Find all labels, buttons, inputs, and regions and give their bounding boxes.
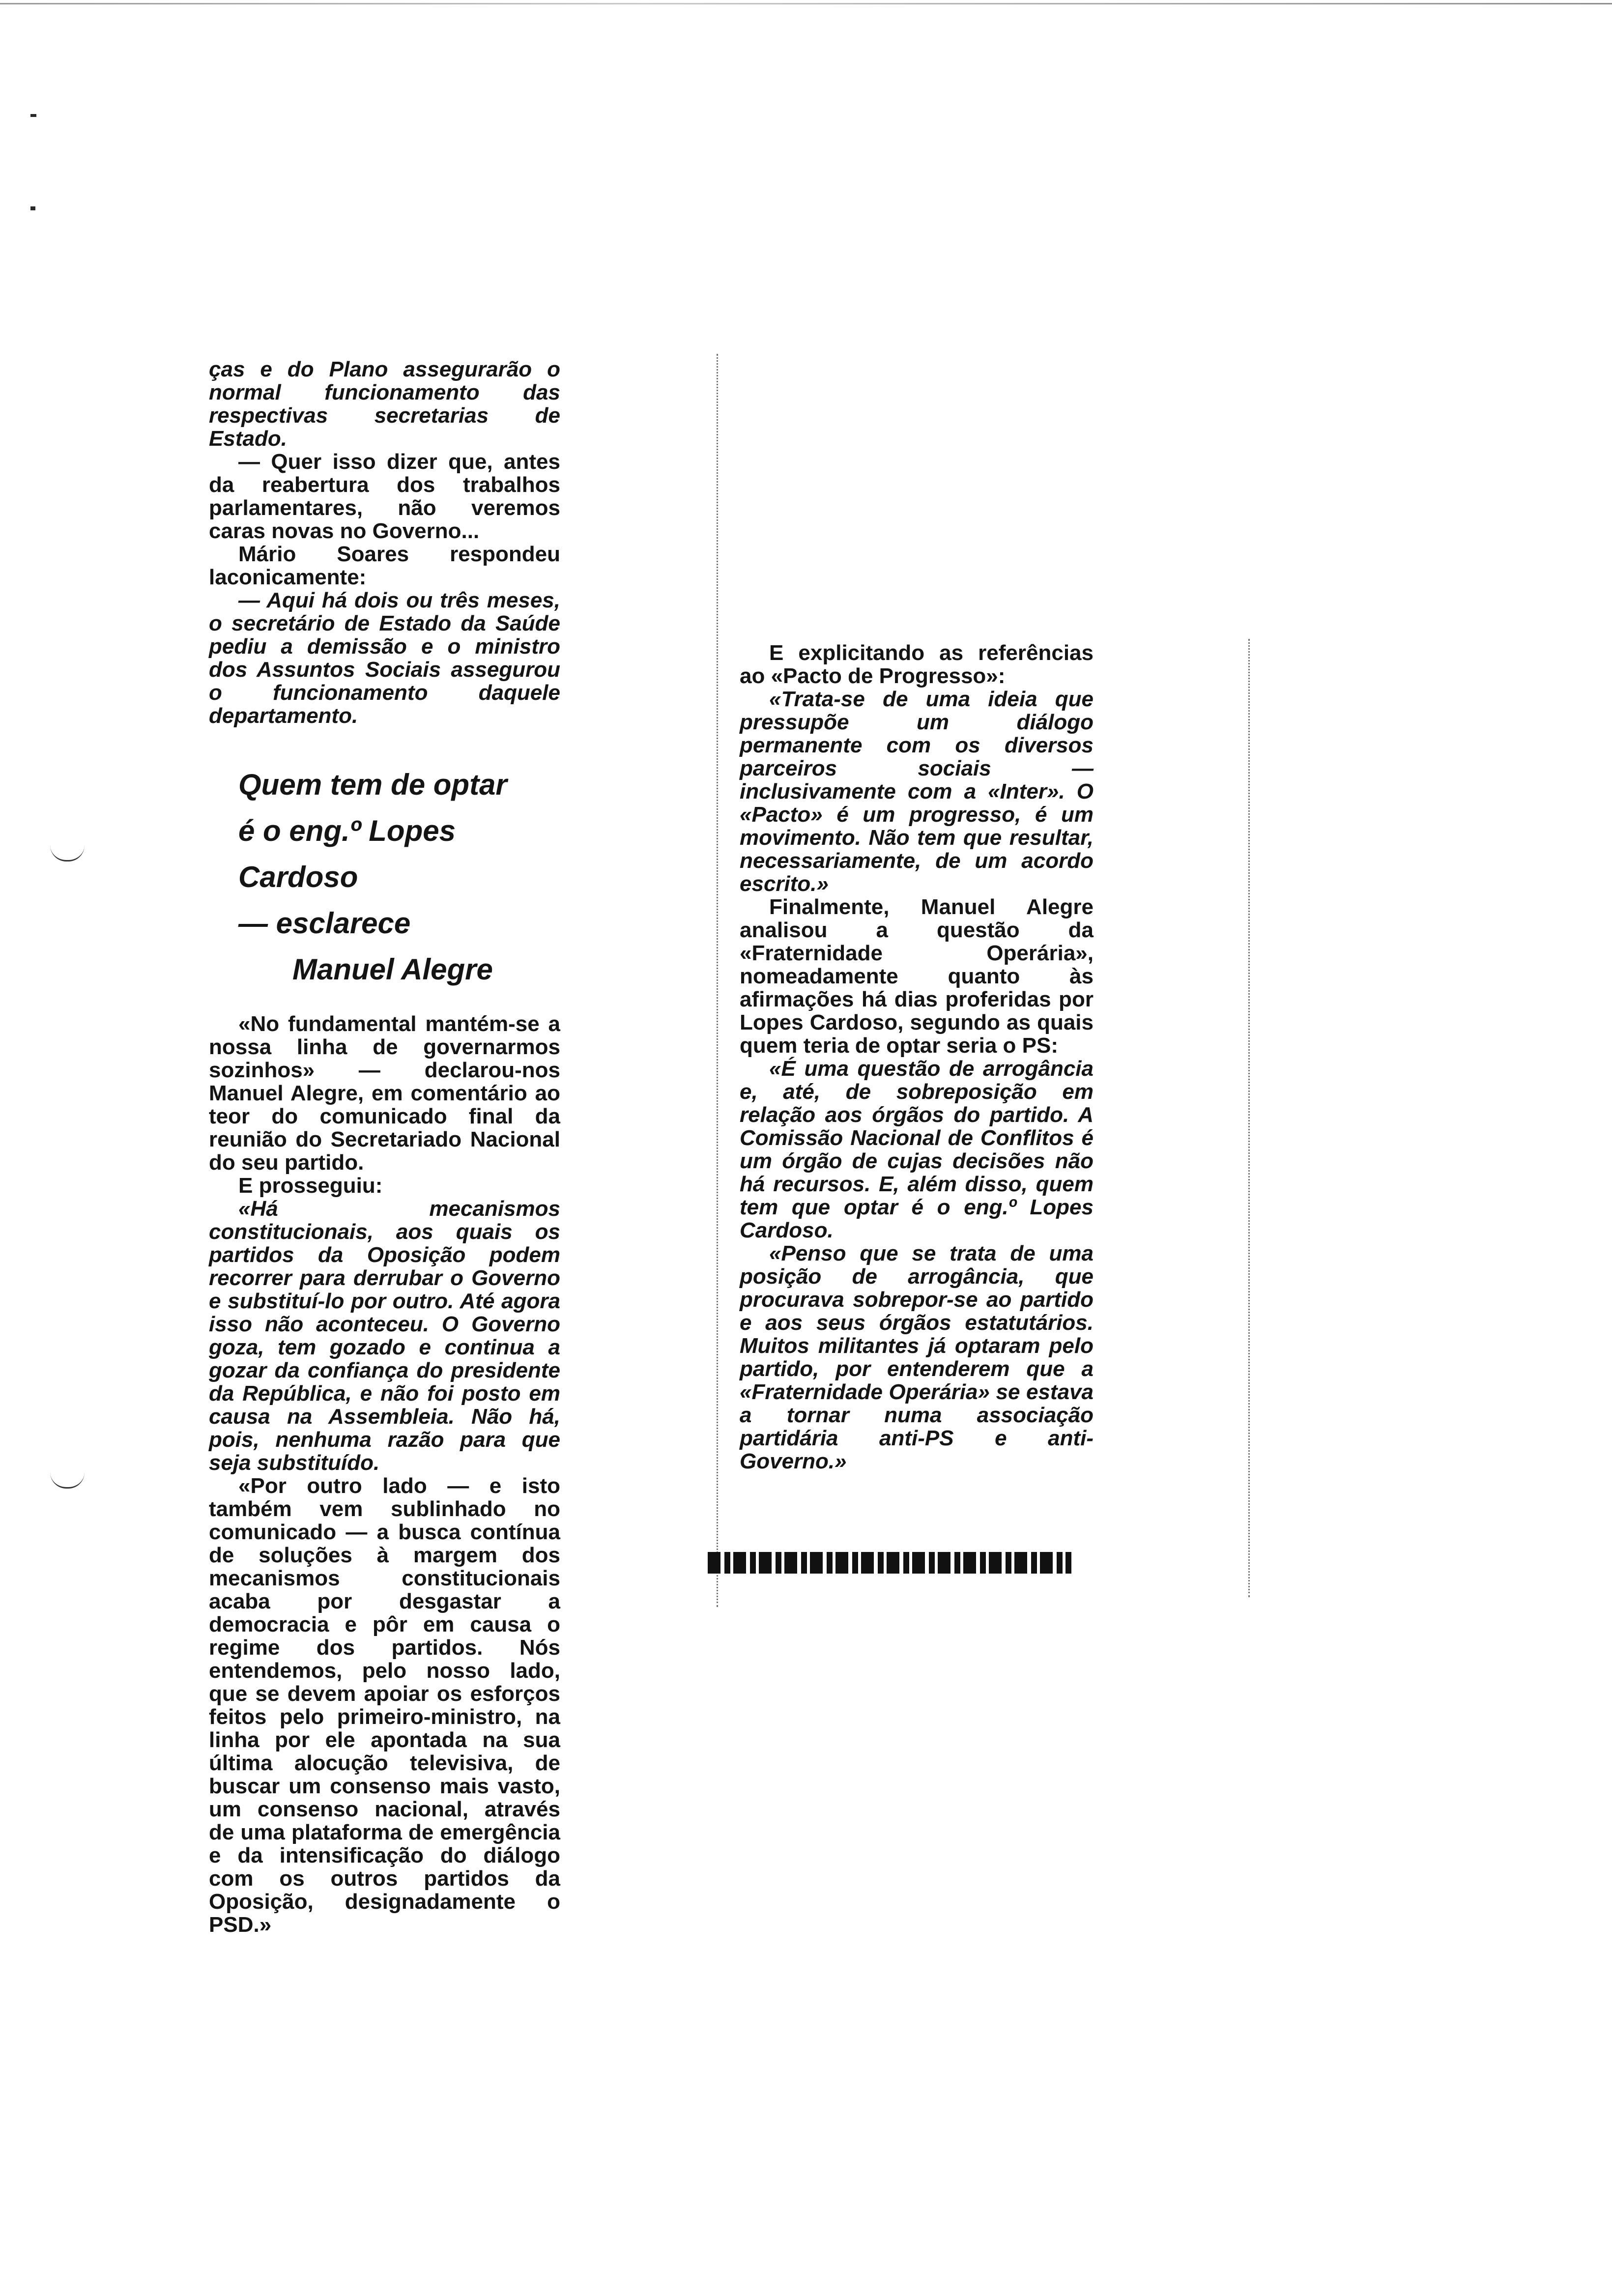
scan-speck — [30, 206, 35, 210]
headline-line: Cardoso — [238, 861, 358, 893]
paragraph: «É uma questão de arrogância e, até, de sobreposição em relação aos órgãos do partido. A Comissão Nacional de Conflitos é um órgão de cujas decisões não há recursos. E, além disso, quem tem que optar é o eng.º Lopes Cardoso. — [740, 1057, 1094, 1242]
page-fold-line — [1248, 639, 1250, 1597]
right-column — [740, 641, 1094, 1473]
paragraph: ças e do Plano assegurarão o normal funcionamento das respectivas secretarias de Estado. — [209, 357, 560, 451]
headline — [238, 762, 560, 993]
headline-line: é o eng.º Lopes — [238, 814, 456, 847]
paragraph: — Aqui há dois ou três meses, o secretário de Estado da Saúde pediu a demissão e o ministro dos Assuntos Sociais assegurou o funcionamento daquele departamento. — [209, 588, 560, 728]
scan-speck — [30, 114, 36, 117]
headline-byline: Manuel Alegre — [292, 953, 493, 986]
column-rule — [717, 354, 718, 1607]
scan-top-edge — [0, 3, 1612, 4]
headline-line: Quem tem de optar — [238, 768, 507, 801]
paragraph: «Há mecanismos constitucionais, aos quais os partidos da Oposição podem recorrer para derrubar o Governo e substituí-lo por outro. Até agora isso não aconteceu. O Governo goza, tem gozado e continua a gozar da confiança do presidente da República, e não foi posto em causa na Assembleia. Não há, pois, nenhuma razão para que seja substituído. — [209, 1197, 560, 1475]
binding-hole-mark — [50, 1472, 85, 1489]
paragraph: «Por outro lado — e isto também vem sublinhado no comunicado — a busca contínua de soluções à margem dos mecanismos constitucionais acaba por desgastar a democracia e pôr em causa o regime dos partidos. Nós entendemos, pelo nosso lado, que se devem apoiar os esforços feitos pelo primeiro-ministro, na linha por ele apontada na sua última alocução televisiva, de buscar um consenso mais vasto, um consenso nacional, através de uma plataforma de emergência e da intensificação do diálogo com os outros partidos da Oposição, designadamente o PSD.» — [209, 1474, 560, 1937]
paragraph: E explicitando as referências ao «Pacto de Progresso»: — [740, 641, 1094, 688]
article-end-rule — [708, 1552, 1071, 1574]
paragraph: «Trata-se de uma ideia que pressupõe um diálogo permanente com os diversos parceiros sociais — inclusivamente com a «Inter». O «Pacto» é um progresso, é um movimento. Não tem que resultar, necessariamente, de um acordo escrito.» — [740, 687, 1094, 896]
paragraph: — Quer isso dizer que, antes da reabertura dos trabalhos parlamentares, não veremos caras novas no Governo... — [209, 450, 560, 543]
paragraph: «No fundamental mantém-se a nossa linha de governarmos sozinhos» — declarou-nos Manuel Alegre, em comentário ao teor do comunicado final da reunião do Secretariado Nacional do seu partido. — [209, 1012, 560, 1175]
paragraph: Finalmente, Manuel Alegre analisou a questão da «Fraternidade Operária», nomeadamente quanto às afirmações há dias proferidas por Lopes Cardoso, segundo as quais quem teria de optar seria o PS: — [740, 895, 1094, 1058]
paragraph: «Penso que se trata de uma posição de arrogância, que procurava sobrepor-se ao partido e aos seus órgãos estatutários. Muitos militantes já optaram pelo partido, por entenderem que a «Fraternidade Operária» se estava a tornar numa associação partidária anti-PS e anti-Governo.» — [740, 1241, 1094, 1473]
left-column — [209, 358, 560, 1936]
paragraph: Mário Soares respondeu laconicamente: — [209, 542, 560, 589]
binding-hole-mark — [50, 845, 85, 861]
paragraph: E prosseguiu: — [238, 1174, 383, 1198]
headline-line: — esclarece — [238, 907, 411, 940]
